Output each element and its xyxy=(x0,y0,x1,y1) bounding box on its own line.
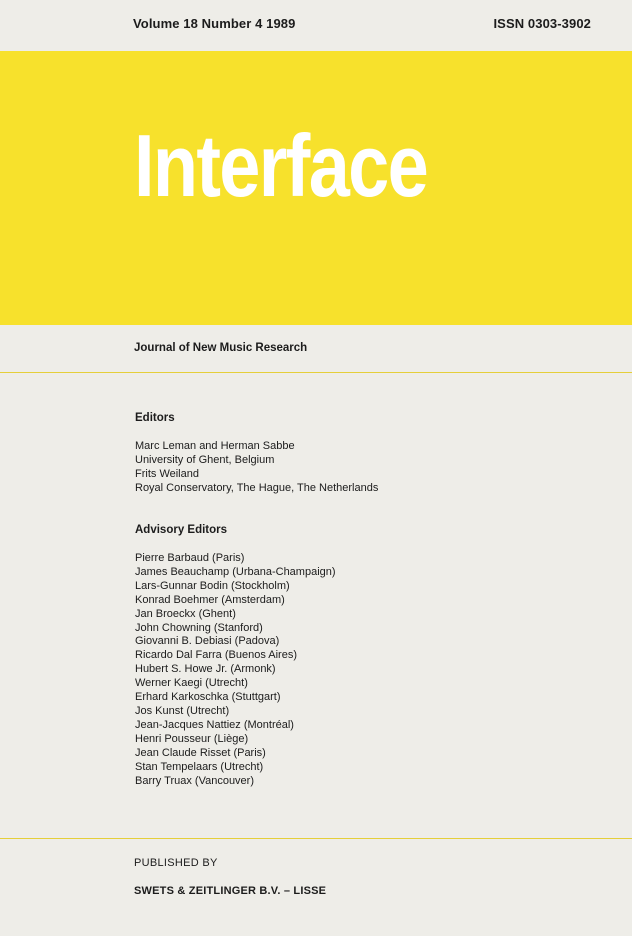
editor-line: Frits Weiland xyxy=(135,467,199,480)
editor-line: Royal Conservatory, The Hague, The Netherlands xyxy=(135,481,379,494)
journal-subtitle: Journal of New Music Research xyxy=(134,342,308,354)
published-by-label: PUBLISHED BY xyxy=(134,857,218,869)
advisory-editor: Lars-Gunnar Bodin (Stockholm) xyxy=(135,579,290,592)
editor-line: Marc Leman and Herman Sabbe xyxy=(135,440,295,452)
advisory-editor: Werner Kaegi (Utrecht) xyxy=(135,677,248,690)
publisher-name: SWETS & ZEITLINGER B.V. – LISSE xyxy=(134,885,327,897)
advisory-editor: Jean Claude Risset (Paris) xyxy=(135,746,266,759)
divider-bottom xyxy=(0,838,632,839)
divider-top xyxy=(0,372,632,373)
issue-info: Volume 18 Number 4 1989 xyxy=(133,16,296,31)
advisory-editor: Barry Truax (Vancouver) xyxy=(135,774,255,787)
issue-header xyxy=(133,16,591,34)
editors-list xyxy=(135,440,378,496)
advisory-editor: Konrad Boehmer (Amsterdam) xyxy=(135,593,285,606)
editor-line: University of Ghent, Belgium xyxy=(135,453,275,466)
advisory-editor: Hubert S. Howe Jr. (Armonk) xyxy=(135,663,276,676)
advisory-editor: Ricardo Dal Farra (Buenos Aires) xyxy=(135,649,298,662)
advisory-editor: Pierre Barbaud (Paris) xyxy=(135,552,245,564)
advisory-editor: Jan Broeckx (Ghent) xyxy=(135,607,236,620)
journal-title: Interface xyxy=(134,116,428,215)
advisory-editors-heading: Advisory Editors xyxy=(135,524,228,536)
advisory-editor: Henri Pousseur (Liège) xyxy=(135,732,249,745)
advisory-editor: Jos Kunst (Utrecht) xyxy=(135,704,230,717)
advisory-editor: John Chowning (Stanford) xyxy=(135,621,263,634)
advisory-editor: Jean-Jacques Nattiez (Montréal) xyxy=(135,718,294,731)
editors-heading: Editors xyxy=(135,412,175,424)
advisory-editor: Stan Tempelaars (Utrecht) xyxy=(135,760,264,773)
advisory-editor: Erhard Karkoschka (Stuttgart) xyxy=(135,691,281,704)
advisory-editor: James Beauchamp (Urbana-Champaign) xyxy=(135,565,336,578)
advisory-editor: Giovanni B. Debiasi (Padova) xyxy=(135,635,280,648)
issn-number: ISSN 0303-3902 xyxy=(493,16,591,31)
advisory-editors-list xyxy=(135,552,336,788)
